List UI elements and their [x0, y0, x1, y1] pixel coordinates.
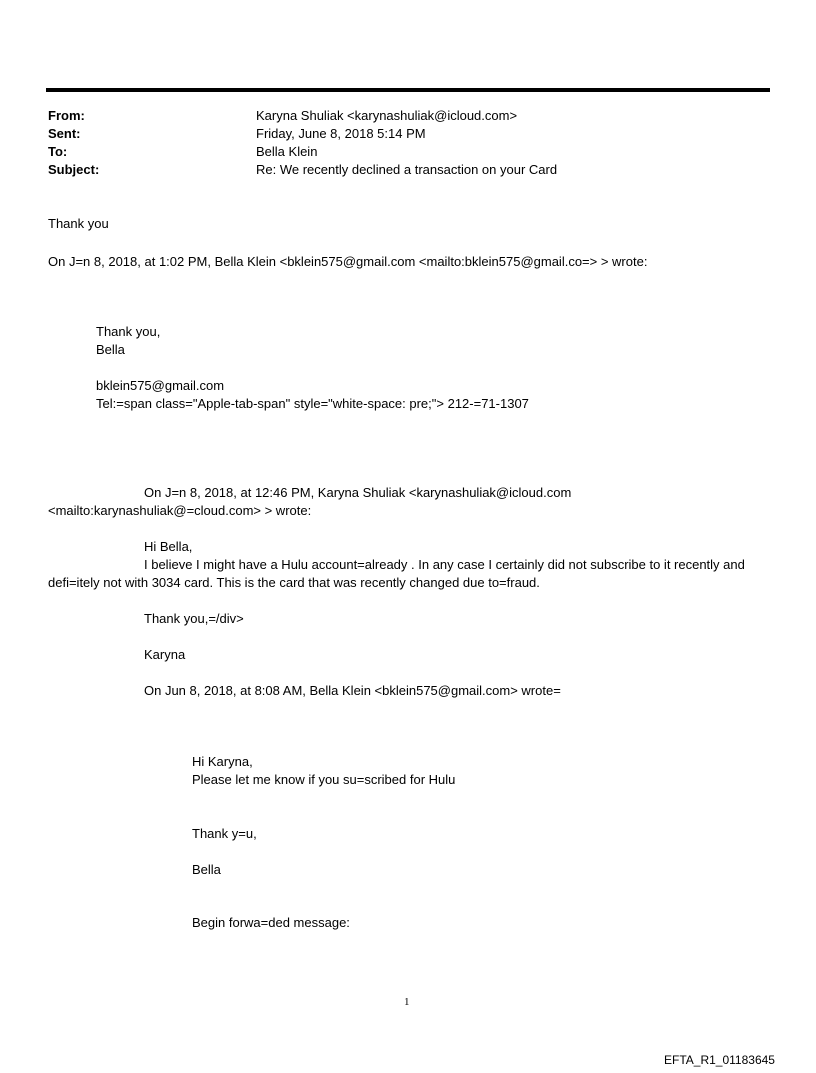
quote1-email: bklein575@gmail.com [96, 378, 225, 393]
quote3-name: Bella [192, 862, 221, 877]
quote1-thanks: Thank you, [96, 324, 161, 339]
page-number: 1 [404, 996, 410, 1008]
quote2-name: Karyna [144, 647, 186, 662]
quote2-header-b: <mailto:karynashuliak@=cloud.com> > wrote: [48, 503, 312, 518]
to-value: Bella Klein [256, 144, 318, 159]
quote2-para-a: I believe I might have a Hulu account=already . In any case I certainly did not subscribe to it recently and [144, 557, 745, 572]
header-rule [46, 88, 770, 92]
quote1-tel: Tel:=span class="Apple-tab-span" style="white-space: pre;"> 212-=71-1307 [96, 396, 529, 411]
quote3-forward: Begin forwa=ded message: [192, 915, 350, 930]
reply-text: Thank you [48, 216, 109, 231]
quote2-thanks: Thank you,=/div> [144, 611, 244, 626]
to-label: To: [48, 144, 68, 159]
quote-header-1: On J=n 8, 2018, at 1:02 PM, Bella Klein <bklein575@gmail.com <mailto:bklein575@gmail.co=> > wrote: [48, 254, 648, 269]
bates-number: EFTA_R1_01183645 [664, 1053, 775, 1067]
subject-value: Re: We recently declined a transaction on your Card [256, 162, 558, 177]
from-label: From: [48, 108, 85, 123]
subject-label: Subject: [48, 162, 100, 177]
quote2-para-b: defi=itely not with 3034 card. This is the card that was recently changed due to=fraud. [48, 575, 540, 590]
sent-value: Friday, June 8, 2018 5:14 PM [256, 126, 426, 141]
quote1-name: Bella [96, 342, 125, 357]
from-value: Karyna Shuliak <karynashuliak@icloud.com> [256, 108, 518, 123]
quote3-line: Please let me know if you su=scribed for Hulu [192, 772, 456, 787]
sent-label: Sent: [48, 126, 81, 141]
quote2-greeting: Hi Bella, [144, 539, 193, 554]
quote3-greeting: Hi Karyna, [192, 754, 253, 769]
quote3-thanks: Thank y=u, [192, 826, 257, 841]
quote2-header-a: On J=n 8, 2018, at 12:46 PM, Karyna Shuliak <karynashuliak@icloud.com [144, 485, 572, 500]
quote2-wrote: On Jun 8, 2018, at 8:08 AM, Bella Klein <bklein575@gmail.com> wrote= [144, 683, 561, 698]
